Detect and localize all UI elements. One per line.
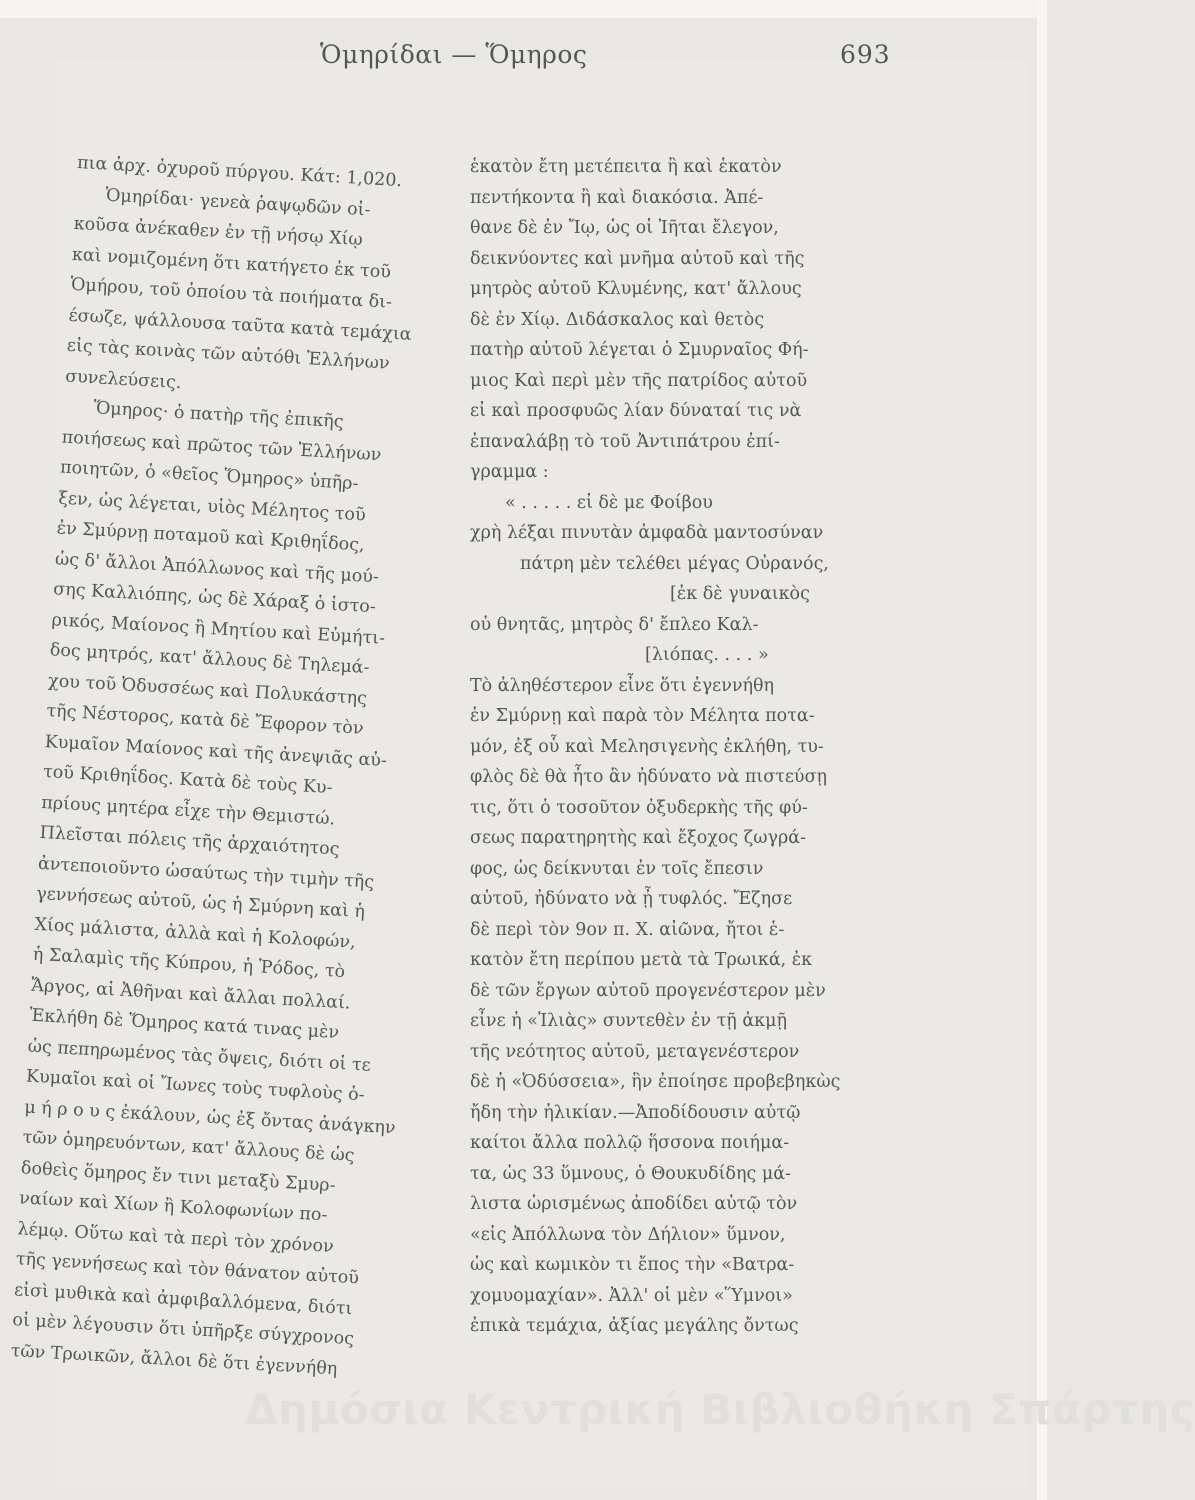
text-line: γεννήσεως αὐτοῦ, ὡς ἡ Σμύρνη καὶ ἡ <box>35 883 366 923</box>
text-line: οὐ θνητᾶς, μητρὸς δ' ἔπλεο Καλ- <box>470 614 759 635</box>
right-column <box>470 152 842 1342</box>
text-line: κατὸν ἔτη περίπου μετὰ τὰ Τρωικά, ἐκ <box>470 950 813 970</box>
text-line: «εἰς Ἀπόλλωνα τὸν Δήλιον» ὕμνον, <box>470 1224 786 1245</box>
text-line: εἰσὶ μυθικὰ καὶ ἀμφιβαλλόμενα, διότι <box>13 1279 353 1319</box>
text-line: τις, ὅτι ὁ τοσοῦτον ὀξυδερκὴς τῆς φύ- <box>470 797 808 818</box>
text-line: Κυμαῖον Μαίονος καὶ τῆς ἀνεψιᾶς αὐ- <box>44 731 388 771</box>
scan-border <box>0 0 1047 18</box>
text-line: δὲ ἐν Χίῳ. Διδάσκαλος καὶ θετὸς <box>470 309 765 330</box>
text-line: τῆς γεννήσεως καὶ τὸν θάνατον αὐτοῦ <box>15 1249 360 1289</box>
text-line: ἡ Σαλαμὶς τῆς Κύπρου, ἡ Ῥόδος, τὸ <box>32 944 346 983</box>
text-line: λιστα ὡρισμένως ἀποδίδει αὐτῷ τὸν <box>470 1194 798 1214</box>
text-line: φλὸς δὲ θὰ ἦτο ἂν ἠδύνατο νὰ πιστεύσῃ <box>470 767 827 787</box>
text-line: λέμῳ. Οὕτω καὶ τὰ περὶ τὸν χρόνον <box>17 1218 335 1257</box>
text-line: εἰ καὶ προσφυῶς λίαν δύναταί τις νὰ <box>470 401 802 421</box>
text-line: σης Καλλιόπης, ὡς δὲ Χάραξ ὁ ἱστο- <box>52 579 377 618</box>
text-line: σεως παρατηρητὴς καὶ ἔξοχος ζωγρά- <box>470 828 807 848</box>
left-column <box>10 148 448 1387</box>
text-line: Ὁμηρίδαι· γενεὰ ῥαψῳδῶν οἰ- <box>104 185 371 220</box>
text-line: τοῦ Κριθηΐδος. Κατὰ δὲ τοὺς Κυ- <box>42 762 334 799</box>
text-line: Χίος μάλιστα, ἀλλὰ καὶ ἡ Κολοφών, <box>34 914 357 953</box>
text-line: πεντήκοντα ἢ καὶ διακόσια. Ἀπέ- <box>470 187 764 208</box>
running-header <box>80 40 980 80</box>
text-line: δὲ περὶ τὸν 9ον π. Χ. αἰῶνα, ἤτοι ἑ- <box>470 919 785 940</box>
text-line: τῆς Νέστορος, κατὰ δὲ Ἔφορον τὸν <box>45 701 365 739</box>
text-line: Ἄργος, αἱ Ἀθῆναι καὶ ἄλλαι πολλαί. <box>30 975 351 1014</box>
text-line: οἱ μὲν λέγουσιν ὅτι ὑπῆρξε σύγχρονος <box>11 1310 355 1350</box>
library-watermark: Δημόσια Κεντρική Βιβλιοθήκη Σπάρτης <box>245 1385 1195 1434</box>
text-line: Ὁμήρου, τοῦ ὁποίου τὰ ποιήματα δι- <box>69 274 393 313</box>
text-line: ποιήσεως καὶ πρῶτος τῶν Ἑλλήνων <box>61 427 382 465</box>
text-line: εἰς τὰς κοινὰς τῶν αὐτόθι Ἑλλήνων <box>66 335 391 374</box>
text-line: μ ή ρ ο υ ς ἐκάλουν, ὡς ἐξ ὄντας ἀνάγκην <box>23 1097 397 1138</box>
text-line: μητρὸς αὐτοῦ Κλυμένης, κατ' ἄλλους <box>470 279 802 299</box>
text-line: τῶν Τρωικῶν, ἄλλοι δὲ ὅτι ἐγεννήθη <box>10 1340 338 1379</box>
text-line: τα, ὡς 33 ὕμνους, ὁ Θουκυδίδης μά- <box>470 1163 791 1184</box>
text-line: μόν, ἐξ οὗ καὶ Μελησιγενὴς ἐκλήθη, τυ- <box>470 736 824 757</box>
text-line: πατὴρ αὐτοῦ λέγεται ὁ Σμυρναῖος Φή- <box>470 340 809 360</box>
text-line: δὲ ἡ «Ὀδύσσεια», ἣν ἐποίησε προβεβηκὼς <box>470 1072 841 1092</box>
text-line: Τὸ ἀληθέστερον εἶνε ὅτι ἐγεννήθη <box>470 675 775 696</box>
text-line: ἤδη τὴν ἡλικίαν.—Ἀποδίδουσιν αὐτῷ <box>470 1102 801 1123</box>
text-line: Πλεῖσται πόλεις τῆς ἀρχαιότητος <box>39 822 341 860</box>
text-line: φος, ὡς δείκνυται ἐν τοῖς ἔπεσιν <box>470 858 764 879</box>
text-line: ἀντεποιοῦντο ὡσαύτως τὴν τιμὴν τῆς <box>37 853 375 893</box>
page-number: 693 <box>840 40 891 69</box>
text-line: έσωζε, ψάλλουσα ταῦτα κατὰ τεμάχια <box>68 305 413 345</box>
text-line: ποιητῶν, ὁ «θεῖος Ὅμηρος» ὑπῆρ- <box>59 457 359 495</box>
text-line: θανε δὲ ἐν Ἴῳ, ὡς οἱ Ἰῆται ἔλεγον, <box>470 218 779 238</box>
text-line: καίτοι ἄλλα πολλῷ ἥσσονα ποιήμα- <box>470 1133 790 1153</box>
text-line: τῶν ὁμηρευόντων, κατ' ἄλλους δὲ ὡς <box>22 1127 356 1166</box>
text-line: ἑκατὸν ἔτη μετέπειτα ἢ καὶ ἑκατὸν <box>470 157 782 177</box>
text-line: πια ἀρχ. ὀχυροῦ πύργου. Κάτ: 1,020. <box>76 152 403 192</box>
text-line: « . . . . . εἰ δὲ με Φοίβου <box>505 492 713 513</box>
text-line: συνελεύσεις. <box>64 366 182 393</box>
text-line: [λιόπας. . . . » <box>645 645 769 665</box>
text-line: Κυμαῖοι καὶ οἱ Ἴωνες τοὺς τυφλοὺς ὁ- <box>25 1066 366 1106</box>
text-line: εἶνε ἡ «Ἰλιὰς» συντεθὲν ἐν τῇ ἀκμῇ <box>470 1011 787 1031</box>
text-line: [ἐκ δὲ γυναικὸς <box>670 584 810 604</box>
text-line: τῆς νεότητος αὐτοῦ, μεταγενέστερον <box>470 1041 800 1062</box>
text-line: ἐπαναλάβῃ τὸ τοῦ Ἀντιπάτρου ἐπί- <box>470 431 780 452</box>
scan-border-right <box>1037 0 1047 1500</box>
text-line: πάτρη μὲν τελέθει μέγας Οὐρανός, <box>520 553 829 574</box>
text-line: γραμμα : <box>470 462 549 482</box>
text-line: ἐν Σμύρνῃ ποταμοῦ καὶ Κριθηΐδος, <box>56 518 366 556</box>
text-line: ὡς πεπηρωμένος τὰς ὄψεις, διότι οἱ τε <box>27 1036 372 1076</box>
text-line: ρικός, Μαίονος ἢ Μητίου καὶ Εὐμήτι- <box>51 609 386 649</box>
text-line: δὲ τῶν ἔργων αὐτοῦ προγενέστερον μὲν <box>470 980 826 1001</box>
text-line: αὐτοῦ, ἠδύνατο νὰ ᾖ τυφλός. Ἔζησε <box>470 889 793 909</box>
text-line: κοῦσα ἀνέκαθεν ἐν τῇ νήσῳ Χίῳ <box>73 213 364 251</box>
text-line: Ὅμηρος· ὁ πατὴρ τῆς ἐπικῆς <box>92 398 345 433</box>
text-line: ὡς δ' ἄλλοι Ἀπόλλωνος καὶ τῆς μού- <box>54 548 380 587</box>
text-line: πρίους μητέρα εἶχε τὴν Θεμιστώ. <box>40 792 336 829</box>
text-line: ἐν Σμύρνῃ καὶ παρὰ τὸν Μέλητα ποτα- <box>470 706 815 726</box>
text-line: ξεν, ὡς λέγεται, υἱὸς Μέλητος τοῦ <box>57 487 367 526</box>
text-line: μιος Καὶ περὶ μὲν τῆς πατρίδος αὐτοῦ <box>470 370 808 391</box>
text-line: ὡς καὶ κωμικὸν τι ἔπος τὴν «Βατρα- <box>470 1255 795 1275</box>
text-line: δεικνύοντες καὶ μνῆμα αὐτοῦ καὶ τῆς <box>470 248 805 269</box>
text-line: χρὴ λέξαι πινυτὰν ἀμφαδὰ μαντοσύναν <box>470 523 824 543</box>
text-line: χομυομαχίαν». Ἀλλ' οἱ μὲν «Ὕμνοι» <box>470 1285 793 1306</box>
header-title: Ὁμηρίδαι — Ὅμηρος <box>320 40 588 69</box>
text-line: χου τοῦ Ὀδυσσέως καὶ Πολυκάστης <box>47 670 368 709</box>
text-line: ἐπικὰ τεμάχια, ἀξίας μεγάλης ὄντως <box>470 1316 799 1336</box>
text-line: Ἐκλήθη δὲ Ὅμηρος κατά τινας μὲν <box>28 1005 340 1043</box>
text-line: ναίων καὶ Χίων ἢ Κολοφωνίων πο- <box>18 1188 328 1226</box>
text-line: δοθεὶς ὅμηρος ἔν τινι μεταξὺ Σμυρ- <box>20 1157 337 1196</box>
text-line: καὶ νομιζομένη ὅτι κατήγετο ἐκ τοῦ <box>71 244 392 283</box>
text-line: δος μητρός, κατ' ἄλλους δὲ Τηλεμά- <box>49 640 370 679</box>
